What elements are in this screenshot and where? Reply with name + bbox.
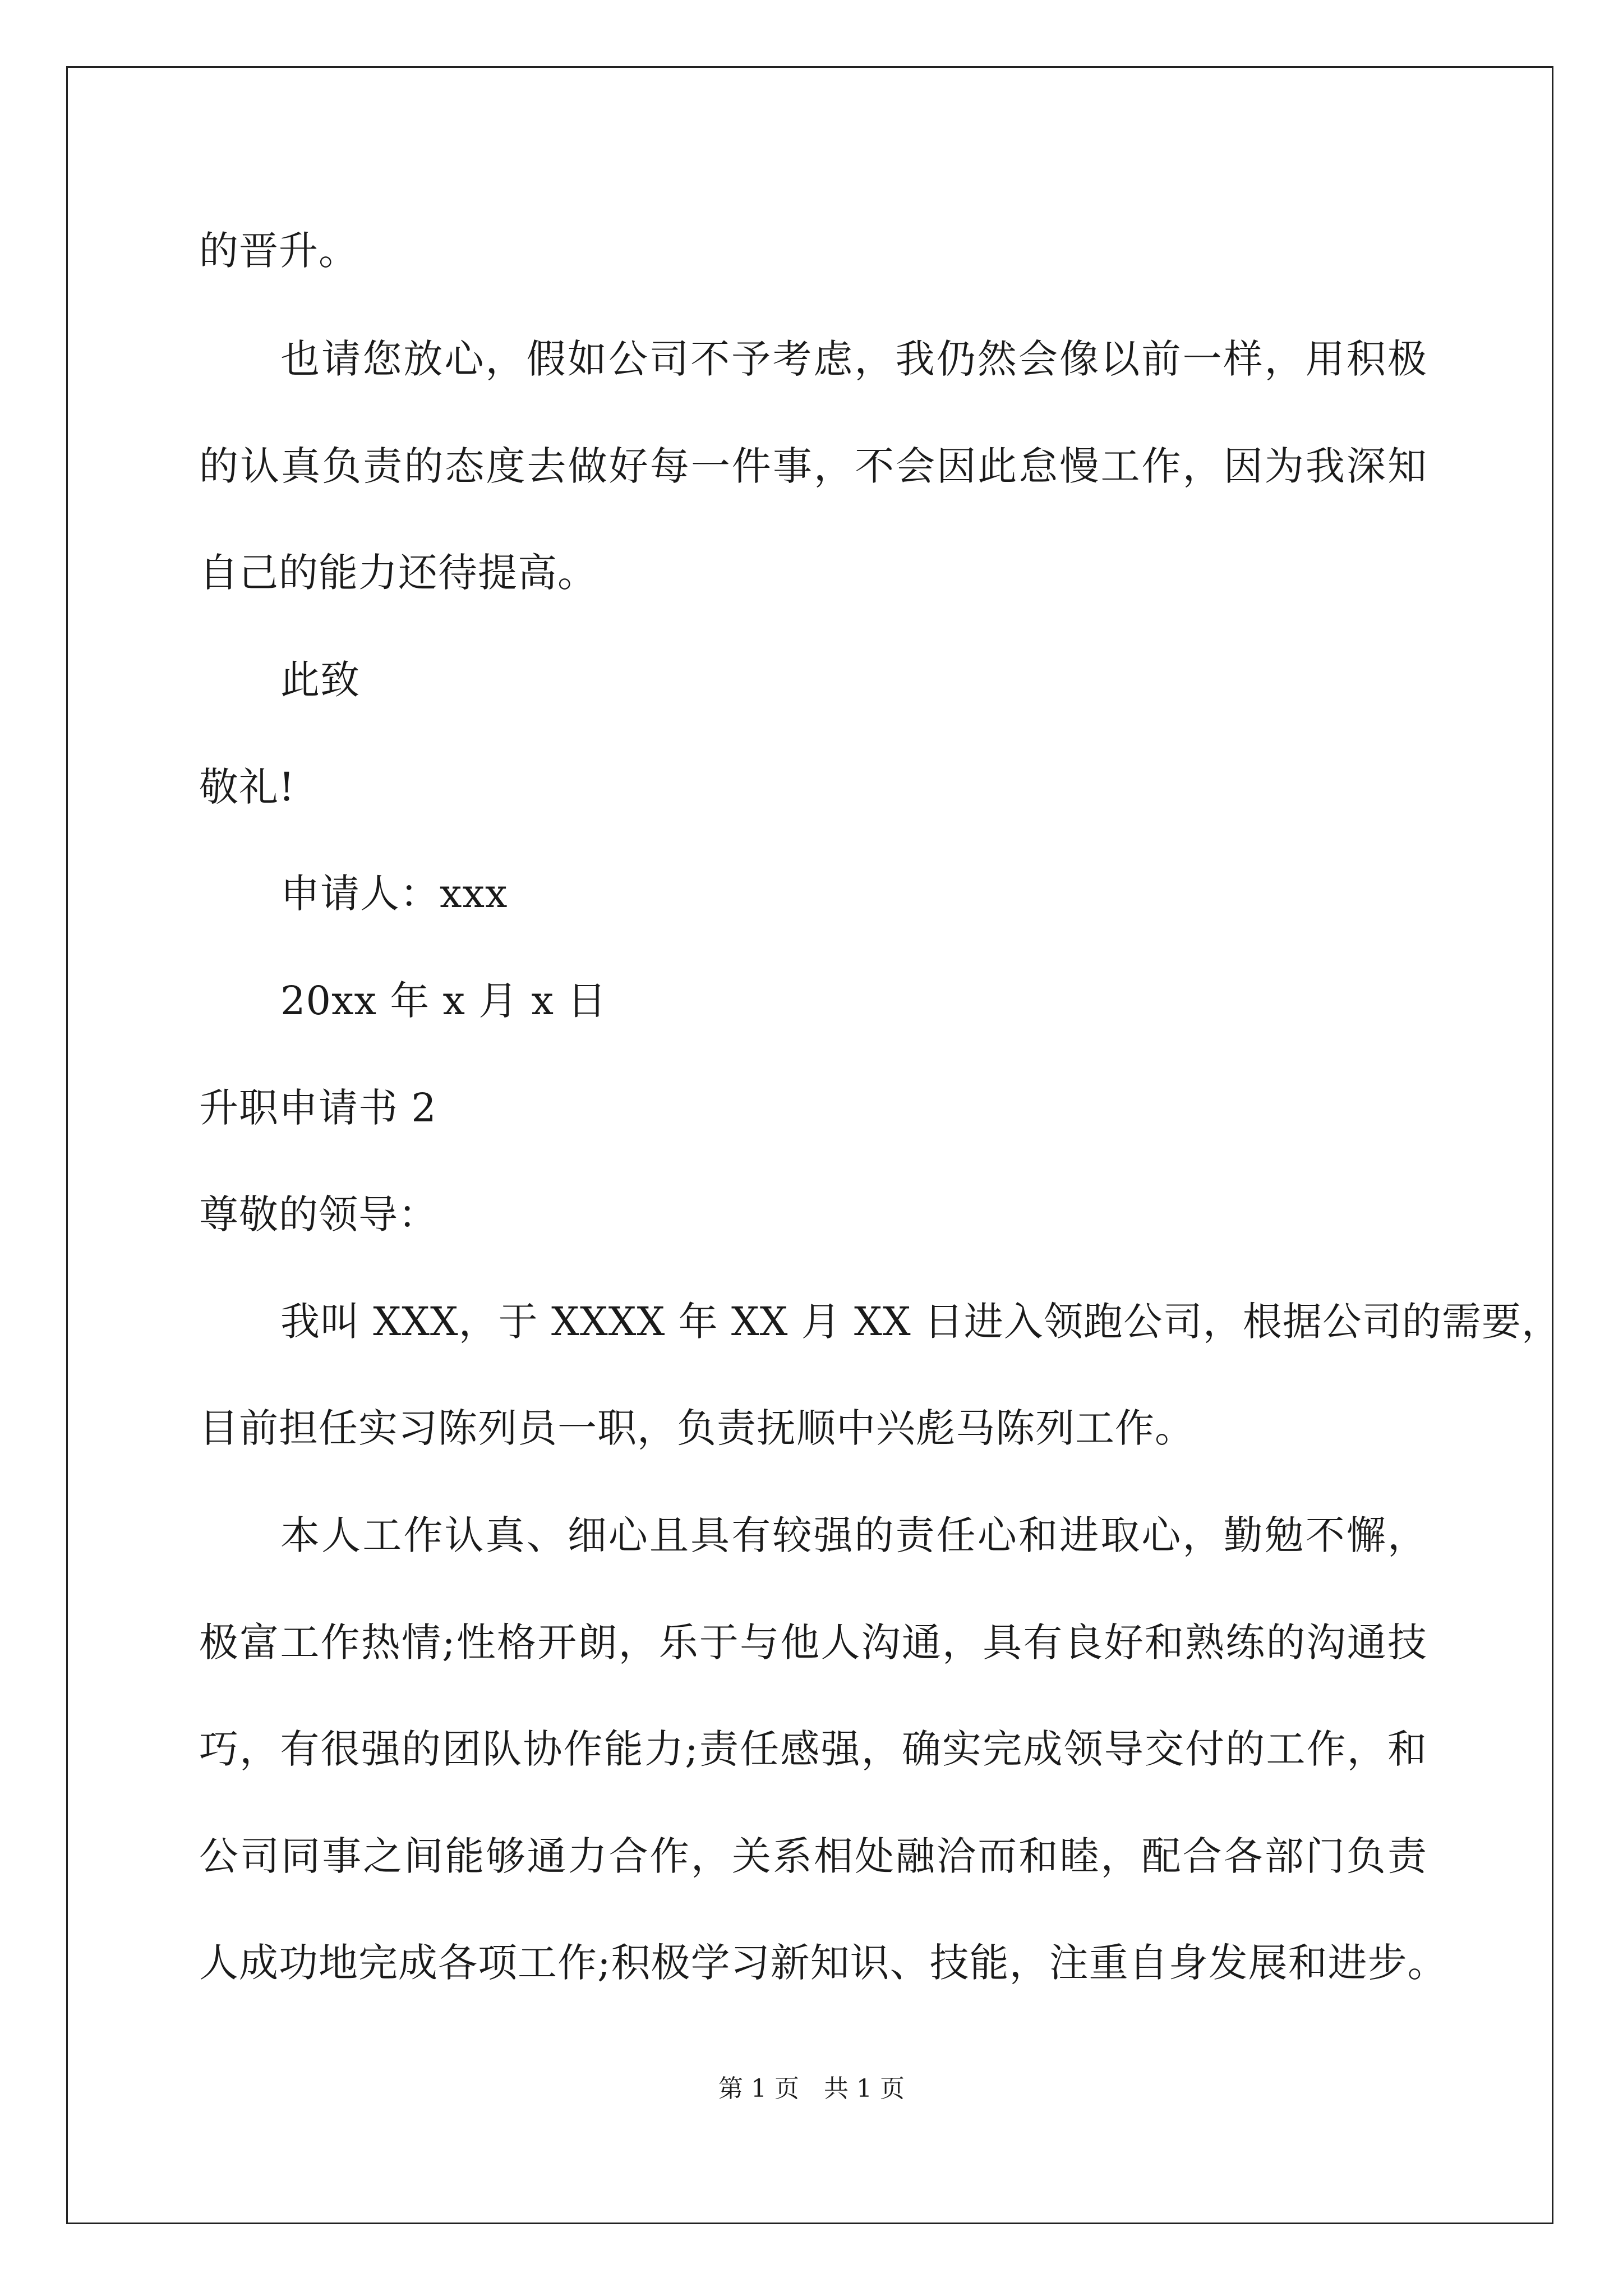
text-line-11: 我叫 XXX，于 XXXX 年 XX 月 XX 日进入领跑公司，根据公司的需要， bbox=[280, 1299, 1561, 1345]
text-line-12: 目前担任实习陈列员一职，负责抚顺中兴彪马陈列工作。 bbox=[199, 1405, 1195, 1451]
text-line-2: 也请您放心，假如公司不予考虑，我仍然会像以前一样，用积极 bbox=[280, 336, 1427, 382]
text-line-1: 的晋升。 bbox=[199, 228, 358, 274]
section-title: 升职申请书 2 bbox=[199, 1085, 437, 1131]
text-line-17: 人成功地完成各项工作;积极学习新知识、技能，注重自身发展和进步。 bbox=[199, 1940, 1447, 1986]
text-line-14: 极富工作热情;性格开朗，乐于与他人沟通，具有良好和熟练的沟通技 bbox=[199, 1619, 1427, 1665]
closing-regards: 敬礼! bbox=[199, 764, 296, 810]
closing-salutation: 此致 bbox=[280, 657, 360, 703]
text-line-4: 自己的能力还待提高。 bbox=[199, 550, 597, 596]
signature-date: 20xx 年 x 月 x 日 bbox=[280, 978, 607, 1024]
applicant-signature: 申请人：xxx bbox=[280, 871, 508, 917]
text-line-3: 的认真负责的态度去做好每一件事，不会因此怠慢工作，因为我深知 bbox=[199, 443, 1427, 489]
page-border bbox=[66, 66, 1561, 2224]
greeting: 尊敬的领导： bbox=[199, 1191, 438, 1237]
text-line-15: 巧，有很强的团队协作能力;责任感强，确实完成领导交付的工作，和 bbox=[199, 1726, 1427, 1772]
text-line-13: 本人工作认真、细心且具有较强的责任心和进取心，勤勉不懈， bbox=[280, 1512, 1427, 1558]
text-line-16: 公司同事之间能够通力合作，关系相处融洽而和睦，配合各部门负责 bbox=[199, 1833, 1427, 1879]
page-footer: 第 1 页 共 1 页 bbox=[718, 2074, 905, 2103]
